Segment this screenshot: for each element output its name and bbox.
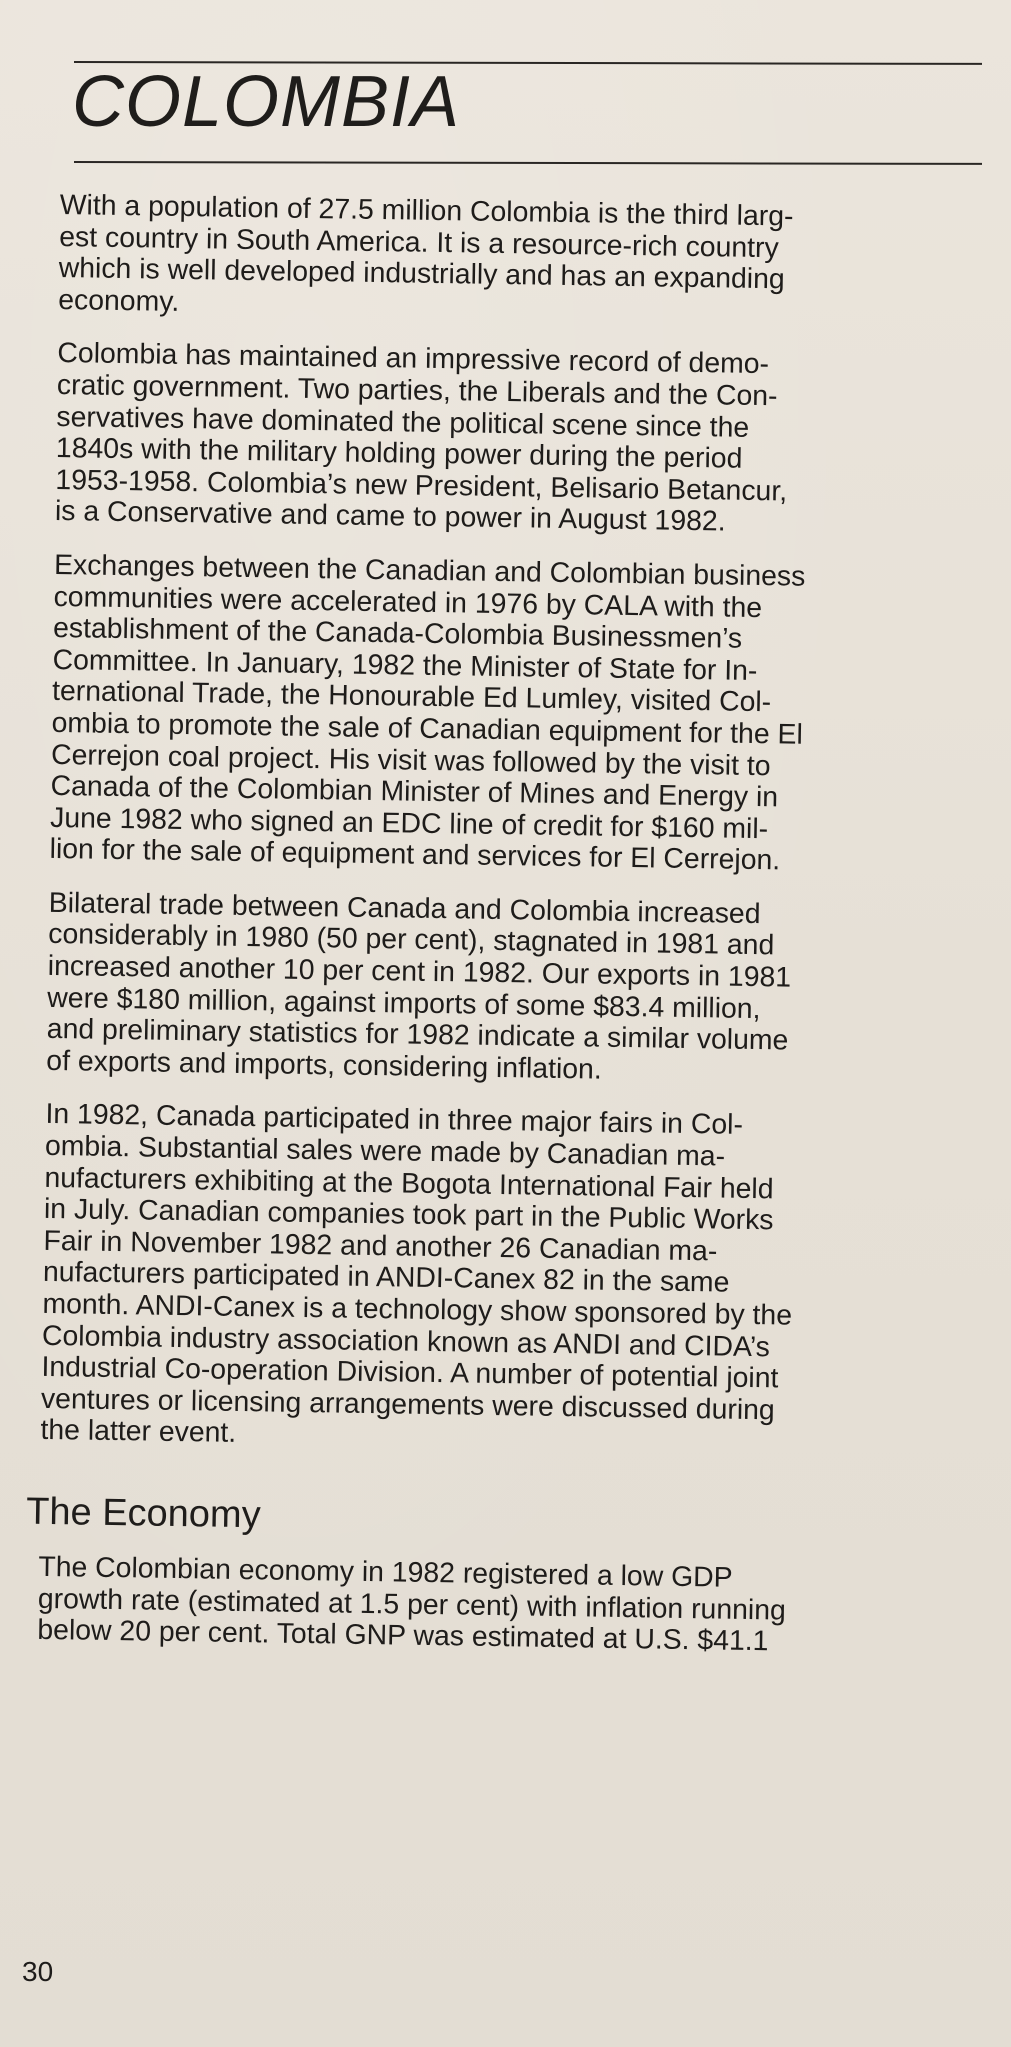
title-rule-bottom [74, 161, 982, 165]
paragraph-government: Colombia has maintained an impressive record of demo- cratic government. Two parties, the Liberals and the Con- servatives have dominated the political scene since the 1840s with the military holding power during the period 1953-1958. Colombia’s new President, Belisario Betancur, is a Conservative and came to power in August 1982. [54, 337, 788, 538]
paragraph-bilateral-trade: Bilateral trade between Canada and Colombia increased considerably in 1980 (50 per cent), stagnated in 1981 and increased another 10 per cent in 1982. Our exports in 1981 were $180 million, against imports of some $83.4 million, and preliminary statistics for 1982 indicate a similar volume of exports and imports, considering inflation. [46, 886, 792, 1086]
page-title: COLOMBIA [72, 62, 461, 142]
page-number: 30 [22, 1956, 54, 1987]
section-heading-economy: The Economy [25, 1490, 261, 1537]
paragraph-trade-fairs: In 1982, Canada participated in three major fairs in Col- ombia. Substantial sales were made by Canadian ma- nufacturers exhibiting at the Bogota International Fair held in July. Canadian companies took part in the Public Works Fair in November 1982 and another 26 Canadian ma- nufacturers participated in ANDI-Canex 82 in the same month. ANDI-Canex is a technology show sponsored by the Colombia industry association known as ANDI and CIDA’s Industrial Co-operation Division. A number of potential joint ventures or licensing arrangements were discussed during the latter event. [40, 1098, 793, 1450]
body-text [25, 189, 966, 1683]
paragraph-population: With a population of 27.5 million Colombia is the third larg- est country in South America. It is a resource-rich country which is well developed industrially and has an expanding economy. [58, 189, 794, 318]
paragraph-business-exchanges: Exchanges between the Canadian and Colombian business communities were accelerated in 1976 by CALA with the establishment of the Canada-Colombia Businessmen’s Committee. In January, 1982 the Minister of State for In- ternational Trade, the Honourable Ed Lumley, visited Col- ombia to promote the sale of Canadian equipment for the El Cerrejon coal project. His visit was followed by the visit to Canada of the Colombian Minister of Mines and Energy in June 1982 who signed an EDC line of credit for $160 mil- lion for the sale of equipment and services for El Cerrejon. [49, 548, 806, 877]
paragraph-economy: The Colombian economy in 1982 registered a low GDP growth rate (estimated at 1.5 per cent) with inflation running below 20 per cent. Total GNP was estimated at U.S. $41.1 [37, 1550, 787, 1658]
